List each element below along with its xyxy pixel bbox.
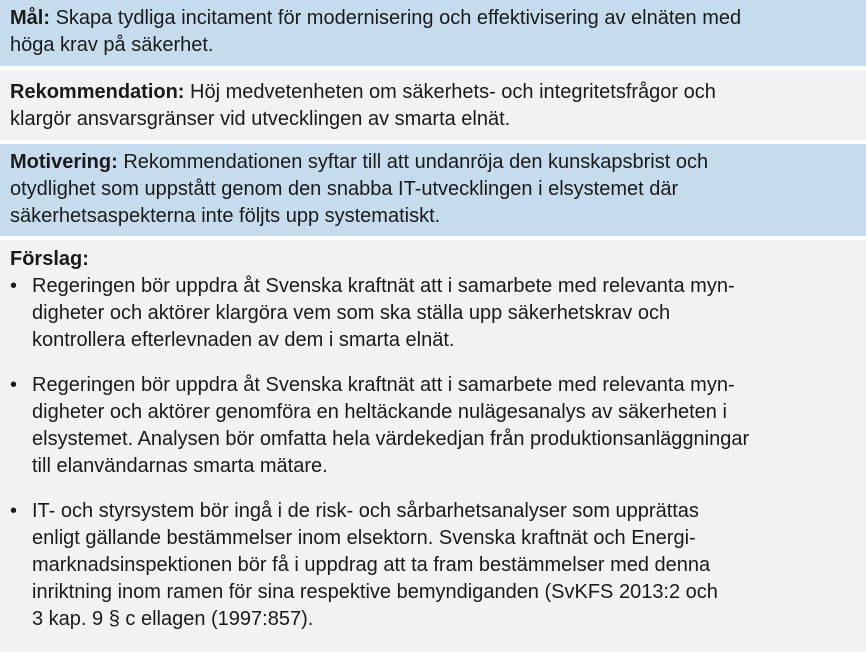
proposal-item: [10, 498, 852, 633]
recommendation-line-1: [10, 79, 852, 106]
bullet-icon: •: [10, 275, 18, 297]
proposal-text-line: till elanvändarnas smarta mätare.: [32, 455, 328, 477]
proposal-text-line: digheter och aktörer klargöra vem som ska ställa upp säkerhetskrav och: [32, 302, 671, 324]
motivation-text-line: otydlighet som uppstått genom den snabba IT-utvecklingen i elsystemet där: [10, 178, 679, 200]
motivation-text-line: Rekommendationen syftar till att undanröja den kunskapsbrist och: [123, 151, 709, 173]
recommendation-panel: [0, 70, 866, 140]
proposal-text-line: Regeringen bör uppdra åt Svenska kraftnät att i samarbete med relevanta myn-: [32, 275, 735, 297]
proposal-text-line: digheter och aktörer genomföra en heltäckande nulägesanalys av säkerheten i: [32, 401, 727, 423]
recommendation-label: Rekommendation:: [10, 81, 185, 103]
goal-panel: [0, 0, 866, 66]
motivation-line-1: [10, 149, 852, 176]
proposal-item: [10, 273, 852, 354]
goal-line-1: [10, 5, 852, 32]
goal-text-line: Skapa tydliga incitament för modernisering och effektivisering av elnäten med: [55, 7, 742, 29]
proposal-item: [10, 372, 852, 480]
goal-text-line: höga krav på säkerhet.: [10, 34, 214, 56]
proposal-text-line: 3 kap. 9 § c ellagen (1997:857).: [32, 608, 314, 630]
proposal-text-line: enligt gällande bestämmelser inom elsektorn. Svenska kraftnät och Energi-: [32, 527, 696, 549]
proposal-text-line: marknadsinspektionen bör få i uppdrag att ta fram bestämmelser med denna: [32, 554, 711, 576]
proposal-text-line: elsystemet. Analysen bör omfatta hela värdekedjan från produktionsanläggningar: [32, 428, 750, 450]
motivation-text-line: säkerhetsaspekterna inte följts upp systematiskt.: [10, 205, 441, 227]
proposals-list: [10, 273, 852, 633]
proposal-text-line: Regeringen bör uppdra åt Svenska kraftnät att i samarbete med relevanta myn-: [32, 374, 735, 396]
bullet-icon: •: [10, 500, 18, 522]
recommendation-text-line: Höj medvetenheten om säkerhets- och integritetsfrågor och: [190, 81, 716, 103]
motivation-panel: [0, 144, 866, 236]
proposals-heading: Förslag:: [10, 248, 89, 270]
proposal-text-line: IT- och styrsystem bör ingå i de risk- och sårbarhetsanalyser som upprättas: [32, 500, 699, 522]
goal-label: Mål:: [10, 7, 50, 29]
motivation-label: Motivering:: [10, 151, 118, 173]
recommendation-text-line: klargör ansvarsgränser vid utvecklingen av smarta elnät.: [10, 108, 511, 130]
proposals-panel: [0, 240, 866, 652]
bullet-icon: •: [10, 374, 18, 396]
proposal-text-line: kontrollera efterlevnaden av dem i smarta elnät.: [32, 329, 455, 351]
proposal-text-line: inriktning inom ramen för sina respektive bemyndiganden (SvKFS 2013:2 och: [32, 581, 718, 603]
